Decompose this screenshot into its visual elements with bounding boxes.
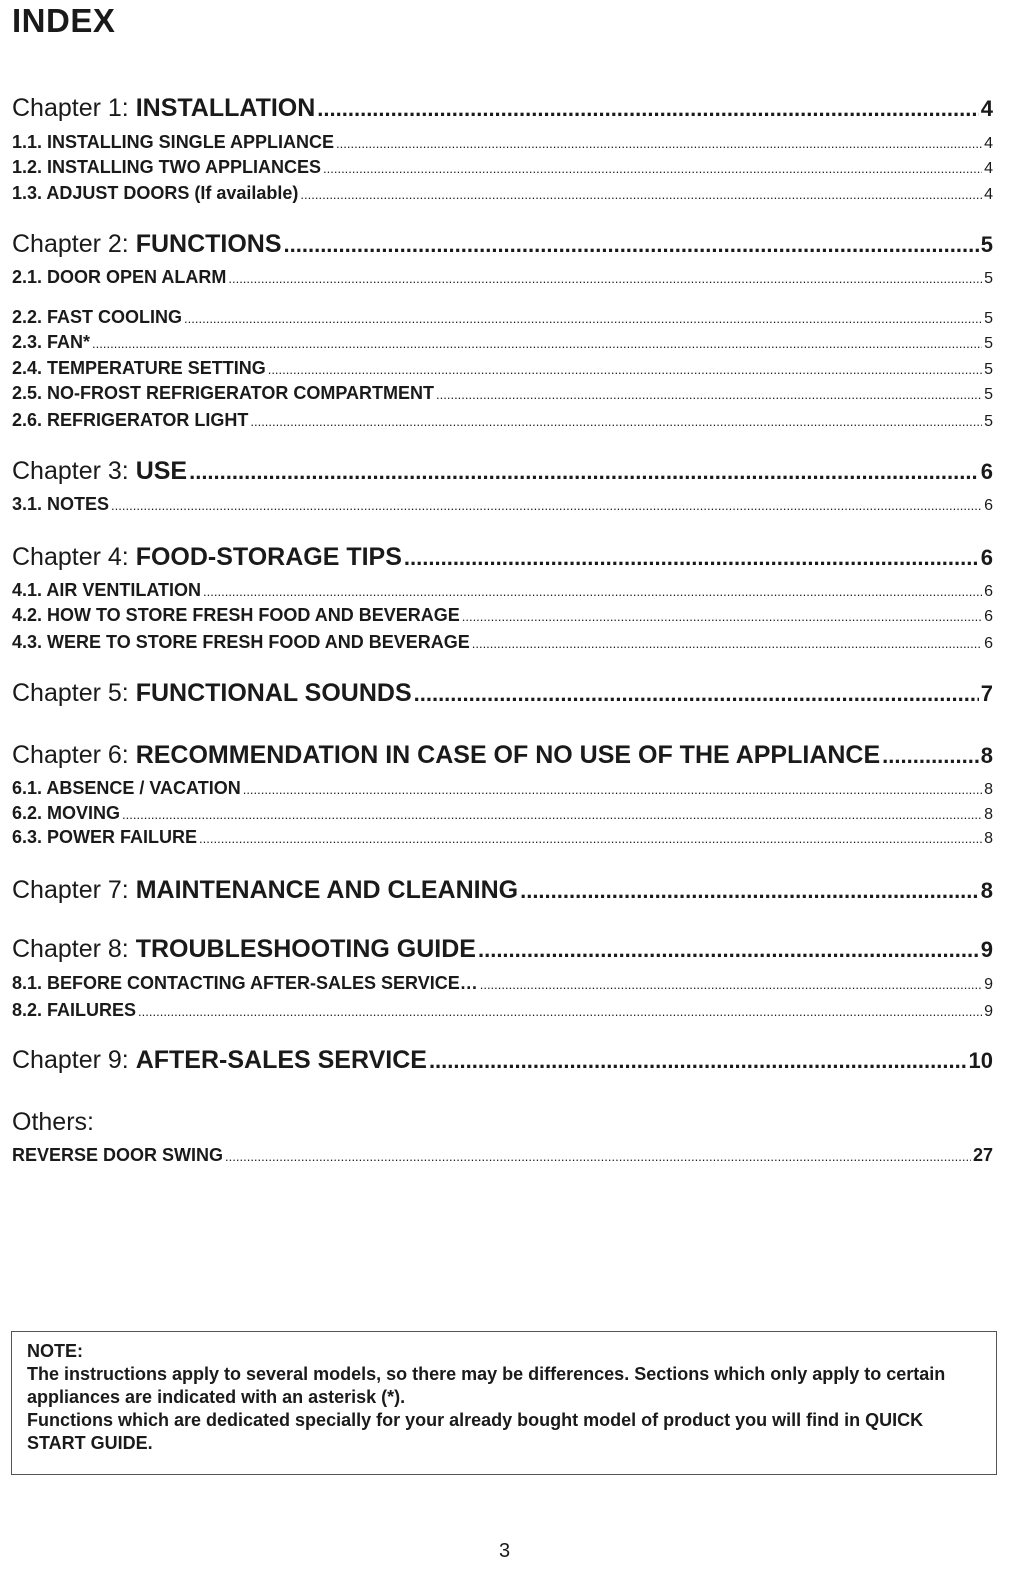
toc-chapter-5[interactable] (12, 679, 993, 711)
note-text-1: The instructions apply to several models, so there may be differences. Sections which only apply to certain appliances are indicated with an asterisk (*). (27, 1364, 946, 1407)
section-label: 6.2. MOVING (12, 803, 121, 823)
dot-leader (138, 1004, 982, 1019)
chapter-prefix: Chapter 6: (12, 741, 136, 769)
dot-leader (429, 1048, 967, 1074)
chapter-name: FUNCTIONAL SOUNDS (135, 679, 412, 707)
toc-chapter-9[interactable] (12, 1046, 993, 1078)
section-page: 5 (984, 361, 993, 378)
toc-section[interactable] (12, 267, 993, 289)
section-page: 8 (984, 781, 993, 798)
section-page: 27 (972, 1145, 993, 1165)
toc-section[interactable] (12, 307, 993, 329)
section-label: 1.1. INSTALLING SINGLE APPLIANCE (12, 132, 335, 152)
toc-section[interactable] (12, 358, 993, 380)
toc-chapter-4[interactable] (12, 543, 993, 575)
toc-chapter-6[interactable] (12, 741, 993, 773)
chapter-page: 10 (968, 1048, 993, 1073)
section-label: 1.3. ADJUST DOORS (If available) (12, 183, 299, 203)
page-number: 3 (498, 1540, 511, 1562)
chapter-page: 7 (980, 681, 993, 706)
dot-leader (462, 609, 982, 624)
toc-section[interactable] (12, 580, 993, 602)
section-page: 4 (984, 186, 993, 203)
toc-chapter-1[interactable] (12, 94, 993, 126)
section-label: 6.1. ABSENCE / VACATION (12, 778, 241, 798)
chapter-name: TROUBLESHOOTING GUIDE (135, 935, 476, 963)
section-label: 4.2. HOW TO STORE FRESH FOOD AND BEVERAGE (12, 605, 460, 625)
section-page: 6 (984, 583, 993, 600)
chapter-prefix: Chapter 2: (12, 230, 136, 258)
section-label: 8.2. FAILURES (12, 1000, 137, 1020)
chapter-page: 8 (980, 878, 993, 903)
others-heading: Others: (12, 1108, 94, 1136)
chapter-prefix: Chapter 5: (12, 679, 136, 707)
dot-leader (250, 414, 982, 429)
section-label: 3.1. NOTES (12, 494, 110, 514)
toc-section[interactable] (12, 827, 993, 849)
chapter-name: FOOD-STORAGE TIPS (135, 543, 402, 571)
section-label: 2.4. TEMPERATURE SETTING (12, 358, 266, 378)
section-label: REVERSE DOOR SWING (12, 1145, 224, 1165)
section-page: 9 (984, 976, 993, 993)
section-label: 1.2. INSTALLING TWO APPLIANCES (12, 157, 322, 177)
dot-leader (92, 336, 982, 351)
section-page: 5 (984, 335, 993, 352)
section-label: 4.3. WERE TO STORE FRESH FOOD AND BEVERAGE (12, 632, 470, 652)
dot-leader (300, 187, 982, 202)
dot-leader (882, 743, 979, 769)
dot-leader (472, 636, 982, 651)
chapter-page: 4 (980, 96, 993, 121)
chapter-name: USE (135, 457, 188, 485)
chapter-prefix: Chapter 3: (12, 457, 136, 485)
dot-leader (122, 807, 982, 822)
dot-leader (243, 782, 982, 797)
chapter-prefix: Chapter 7: (12, 876, 136, 904)
chapter-name: MAINTENANCE AND CLEANING (135, 876, 519, 904)
toc-section[interactable] (12, 973, 993, 995)
dot-leader (520, 878, 979, 904)
dot-leader (336, 136, 982, 151)
section-page: 8 (984, 830, 993, 847)
toc-chapter-2[interactable] (12, 230, 993, 262)
chapter-page: 5 (980, 232, 993, 257)
dot-leader (284, 232, 979, 258)
toc-section[interactable] (12, 605, 993, 627)
chapter-page: 8 (980, 743, 993, 768)
toc-chapter-3[interactable] (12, 457, 993, 489)
dot-leader (480, 977, 982, 992)
note-heading: NOTE: (27, 1341, 83, 1361)
toc-section[interactable] (12, 183, 993, 205)
dot-leader (436, 387, 982, 402)
dot-leader (414, 681, 979, 707)
dot-leader (225, 1149, 971, 1164)
chapter-name: FUNCTIONS (135, 230, 282, 258)
toc-chapter-7[interactable] (12, 876, 993, 908)
toc-section[interactable] (12, 132, 993, 154)
section-page: 5 (984, 386, 993, 403)
section-label: 2.2. FAST COOLING (12, 307, 183, 327)
dot-leader (189, 459, 979, 485)
section-page: 9 (984, 1003, 993, 1020)
dot-leader (404, 545, 979, 571)
toc-section[interactable] (12, 803, 993, 825)
dot-leader (111, 498, 982, 513)
chapter-prefix: Chapter 4: (12, 543, 136, 571)
section-page: 5 (984, 270, 993, 287)
section-label: 2.5. NO-FROST REFRIGERATOR COMPARTMENT (12, 383, 435, 403)
section-label: 2.6. REFRIGERATOR LIGHT (12, 410, 249, 430)
toc-section[interactable] (12, 632, 993, 654)
toc-chapter-8[interactable] (12, 935, 993, 967)
dot-leader (203, 584, 982, 599)
section-page: 4 (984, 160, 993, 177)
toc-section[interactable] (12, 778, 993, 800)
section-label: 4.1. AIR VENTILATION (12, 580, 202, 600)
section-label: 2.1. DOOR OPEN ALARM (12, 267, 227, 287)
chapter-page: 6 (980, 545, 993, 570)
toc-section[interactable] (12, 494, 993, 516)
dot-leader (268, 362, 982, 377)
page-title: INDEX (12, 2, 116, 39)
chapter-name: AFTER-SALES SERVICE (135, 1046, 427, 1074)
chapter-name: RECOMMENDATION IN CASE OF NO USE OF THE APPLIANCE (135, 741, 881, 769)
dot-leader (228, 271, 982, 286)
dot-leader (184, 311, 982, 326)
dot-leader (199, 831, 982, 846)
toc-section[interactable] (12, 1000, 993, 1022)
dot-leader (317, 96, 978, 122)
note-box (11, 1331, 997, 1475)
chapter-prefix: Chapter 1: (12, 94, 136, 122)
dot-leader (478, 937, 979, 963)
chapter-prefix: Chapter 8: (12, 935, 136, 963)
section-page: 5 (984, 413, 993, 430)
section-page: 6 (984, 635, 993, 652)
section-label: 6.3. POWER FAILURE (12, 827, 198, 847)
section-label: 8.1. BEFORE CONTACTING AFTER-SALES SERVICE… (12, 973, 478, 993)
section-label: 2.3. FAN* (12, 332, 91, 352)
dot-leader (323, 161, 982, 176)
toc-section[interactable] (12, 383, 993, 405)
toc-section[interactable] (12, 157, 993, 179)
chapter-name: INSTALLATION (135, 94, 316, 122)
section-page: 6 (984, 497, 993, 514)
section-page: 4 (984, 135, 993, 152)
chapter-prefix: Chapter 9: (12, 1046, 136, 1074)
toc-section[interactable] (12, 332, 993, 354)
toc-other-item[interactable] (12, 1145, 993, 1167)
section-page: 8 (984, 806, 993, 823)
section-page: 6 (984, 608, 993, 625)
chapter-page: 9 (980, 937, 993, 962)
note-text-2: Functions which are dedicated specially for your already bought model of product you will find in QUICK START GUIDE. (27, 1410, 924, 1453)
toc-section[interactable] (12, 410, 993, 432)
chapter-page: 6 (980, 459, 993, 484)
section-page: 5 (984, 310, 993, 327)
